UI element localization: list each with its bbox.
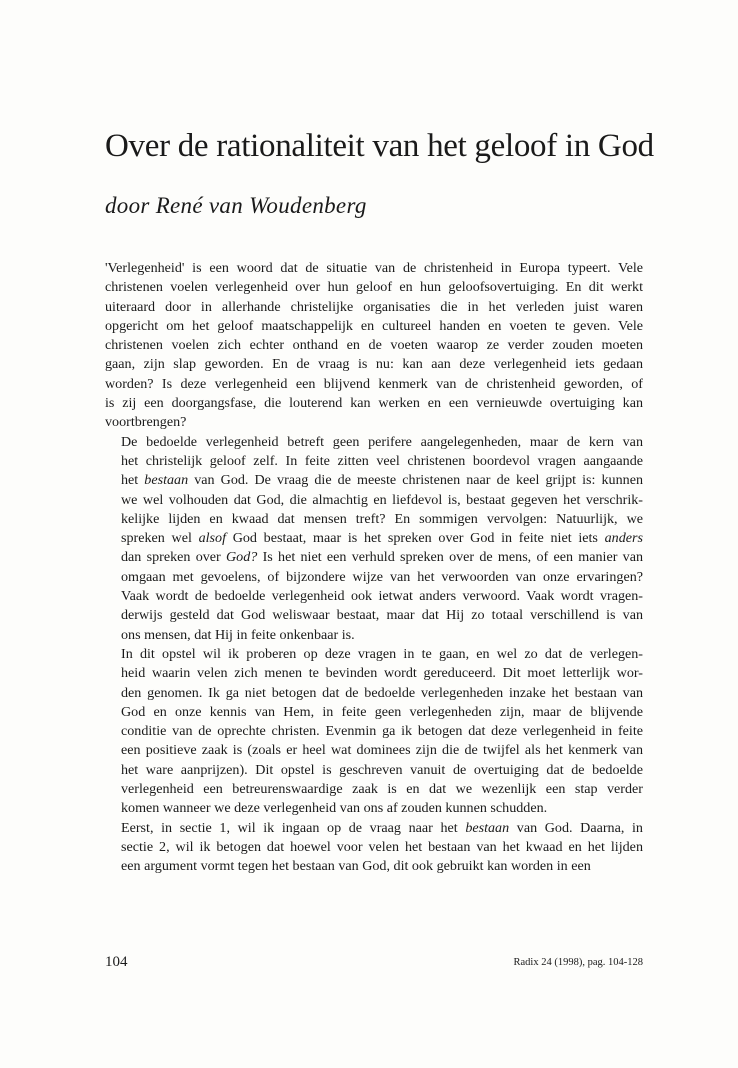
text-line: voortbrengen?: [105, 414, 187, 431]
text-line: spreken wel alsof God bestaat, maar is het spreken over God in feite niet iets anders: [121, 530, 643, 547]
paragraph: [105, 259, 643, 433]
text-line: is zij een doorgangsfase, die louterend kan werken en een vernieuwde overtuiging kan: [105, 395, 643, 412]
text-line: heid waarin velen zich menen te bevinden wordt gereduceerd. Dit moet letterlijk wor-: [121, 665, 643, 682]
article-author: door René van Woudenberg: [105, 193, 367, 218]
text-line: uiteraard door in allerhande christelijke organisaties die in het verleden juist waren: [105, 298, 643, 315]
text-line: het christelijk geloof zelf. In feite zitten veel christenen boordevol vragen aangaande: [121, 452, 643, 469]
text-line: opgericht om het geloof maatschappelijk en cultureel handen en voeten te geven. Vele: [105, 317, 643, 334]
text-line: Vaak wordt de bedoelde verlegenheid ook ietwat anders verwoord. Vaak wordt vragen-: [121, 588, 643, 605]
text-line: Eerst, in sectie 1, wil ik ingaan op de vraag naar het bestaan van God. Daarna, in: [121, 819, 643, 836]
paragraph: [105, 819, 643, 877]
text-line: God en onze kennis van Hem, in feite geen verlegenheden zijn, maar de blijvende: [121, 703, 643, 720]
text-line: christenen voelen verlegenheid over hun geloof en hun geloofsovertuiging. En dit werkt: [105, 279, 643, 296]
text-line: dan spreken over God? Is het niet een verhuld spreken over de mens, of een manier van: [121, 549, 644, 566]
text-line: het ware aanprijzen). Dit opstel is geschreven vanuit de overtuiging dat de bedoelde: [121, 761, 643, 778]
text-line: 'Verlegenheid' is een woord dat de situatie van de christenheid in Europa typeert. Vele: [105, 260, 643, 276]
text-line: den genomen. Ik ga niet betogen dat de bedoelde verlegenheden inzake het bestaan van: [121, 684, 643, 701]
text-line: we wel volhouden dat God, die almachtig en liefdevol is, bestaat gegeven het verschrik-: [121, 491, 643, 508]
paragraph: [105, 645, 643, 819]
article-body: [105, 259, 643, 877]
text-line: gaan, zijn slap geworden. En de vraag is nu: kan aan deze verlegenheid iets gedaan: [105, 356, 643, 373]
text-line: verlegenheid een betreurenswaardige zaak is en dat we wezenlijk een stap verder: [121, 781, 643, 798]
text-line: komen wanneer we deze verlegenheid van ons af zouden kunnen schudden.: [121, 800, 548, 817]
text-line: derwijs gesteld dat God weliswaar bestaat, maar dat Hij zo totaal verschillend is van: [121, 607, 643, 624]
article-title: Over de rationaliteit van het geloof in God: [105, 128, 654, 164]
text-line: In dit opstel wil ik proberen op deze vragen in te gaan, en wel zo dat de verlegen-: [121, 645, 643, 662]
text-line: conditie van de oprechte christen. Evenmin ga ik betogen dat deze verlegenheid in feite: [121, 723, 643, 740]
text-line: een argument vormt tegen het bestaan van God, dit ook gebruikt kan worden in een: [121, 858, 591, 875]
text-line: sectie 2, wil ik betogen dat hoewel voor velen het bestaan van het kwaad en het lijden: [121, 838, 643, 855]
journal-citation: Radix 24 (1998), pag. 104-128: [513, 957, 643, 968]
text-line: worden? Is deze verlegenheid een blijvend kenmerk van de christenheid geworden, of: [105, 375, 643, 392]
text-line: een positieve zaak is (zoals er heel wat dominees zijn die de twijfel als het kenmerk van: [121, 742, 643, 759]
text-line: christenen voelen zich echter onthand en de voeten waarop ze verder zouden moeten: [105, 337, 643, 354]
text-line: De bedoelde verlegenheid betreft geen perifere aangelegenheden, maar de kern van: [121, 433, 643, 450]
text-line: kelijke lijden en kwaad dat mensen treft? En sommigen vervolgen: Natuurlijk, we: [121, 510, 643, 527]
text-line: ons mensen, dat Hij in feite onkenbaar is.: [121, 626, 355, 643]
text-line: het bestaan van God. De vraag die de meeste christenen naar de keel grijpt is: kunnen: [121, 472, 643, 489]
paragraph: [105, 433, 643, 645]
page-number: 104: [105, 954, 128, 970]
text-line: omgaan met gevoelens, of bijzondere wijze van het verwoorden van onze ervaringen?: [121, 568, 643, 585]
